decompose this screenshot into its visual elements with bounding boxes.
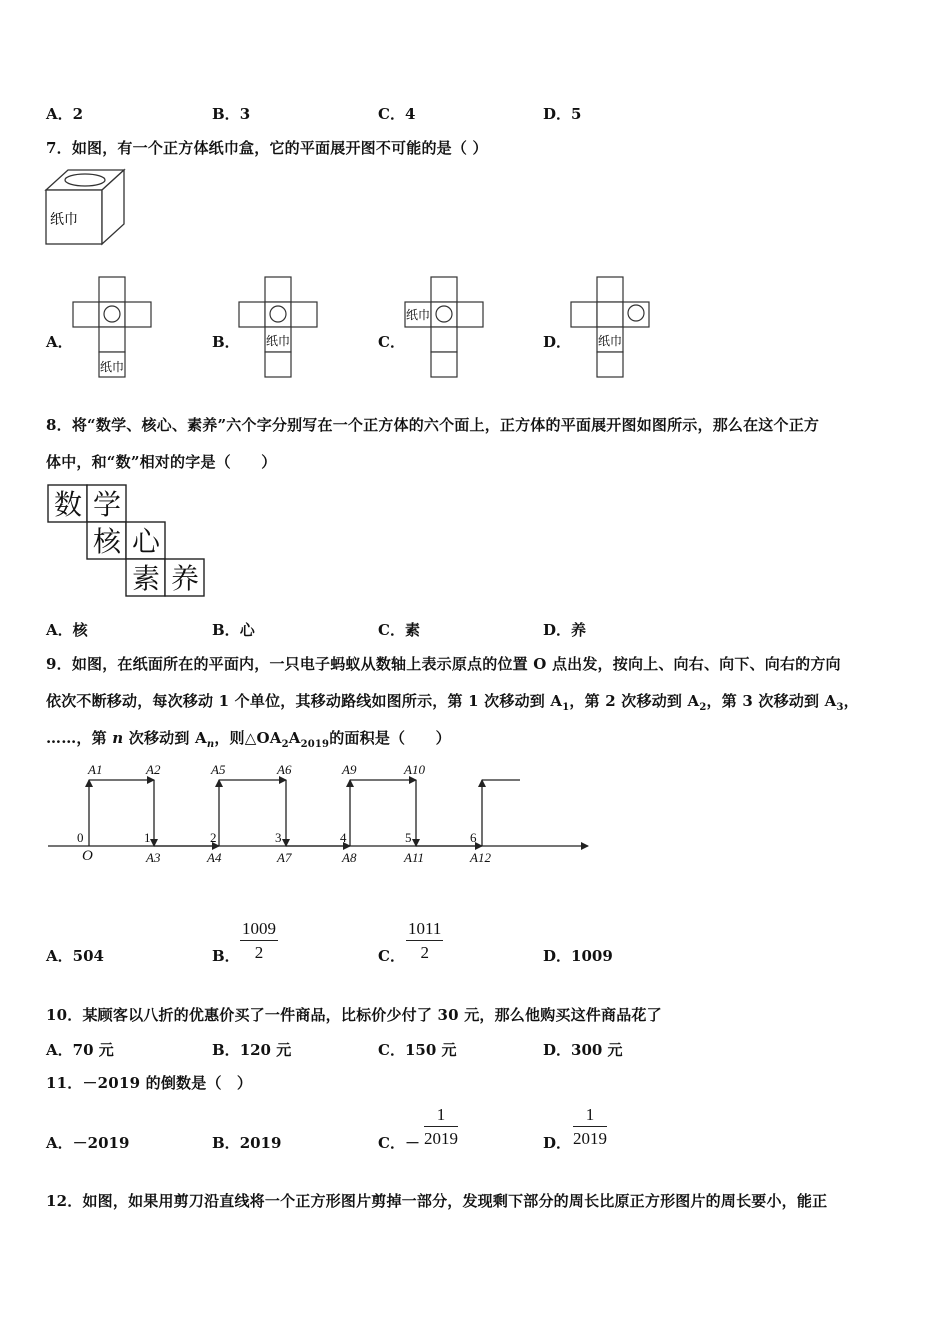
q8-stem-line2: 体中，和“数”相对的字是（ ）: [46, 453, 277, 471]
q7-net-c: [402, 276, 486, 380]
point-label-a11: A11: [404, 850, 424, 865]
net-char-1: 数: [53, 490, 83, 521]
circle-icon: [628, 305, 644, 321]
q9-stem-line2: 依次不断移动，每次移动 1 个单位，其移动路线如图所示，第 1 次移动到 $A_1$，第 2 次移动到 $A_2$，第 3 次移动到 $A_3$，: [46, 692, 859, 713]
net-char-2: 学: [92, 490, 122, 521]
q9-stem-line1: 9．如图，在纸面所在的平面内，一只电子蚂蚁从数轴上表示原点的位置 O 点出发，按向上、向右、向下、向右的方向: [46, 655, 841, 673]
q7-option-b[interactable]: B．: [212, 333, 240, 351]
point-label-a10: A10: [404, 762, 425, 777]
origin-label: O: [82, 848, 93, 864]
axis-number-4: 4: [340, 830, 347, 845]
q7-net-a-label: 纸巾: [100, 360, 125, 374]
point-label-a7: A7: [277, 850, 292, 865]
q9-option-b-fraction: $\frac{1009}{2}$: [242, 919, 276, 962]
axis-number-5: 5: [405, 830, 412, 845]
tissue-box-label: 纸巾: [50, 213, 78, 228]
point-label-a1: A1: [88, 762, 103, 777]
q10-stem: 10．某顾客以八折的优惠价买了一件商品，比标价少付了 30 元，那么他购买这件商品花了: [46, 1006, 662, 1024]
point-label-a4: A4: [207, 850, 222, 865]
q7-net-b-label: 纸巾: [266, 334, 291, 348]
q8-stem-line1: 8．将“数学、核心、素养”六个字分别写在一个正方体的六个面上，正方体的平面展开图如图所示，那么在这个正方: [46, 416, 820, 434]
axis-number-3: 3: [275, 830, 282, 845]
point-label-a6: A6: [277, 762, 292, 777]
point-label-a5: A5: [211, 762, 226, 777]
circle-icon: [270, 306, 286, 322]
q8-option-d[interactable]: D．养: [543, 621, 587, 639]
circle-icon: [104, 306, 120, 322]
q9-option-b[interactable]: B．: [212, 947, 240, 965]
q9-stem-line3: ……，第 n 次移动到 $A_n$，则$\triangle OA_2A_{2019}$的面积是（ ）: [46, 729, 451, 750]
q7-net-b: [236, 276, 320, 380]
q11-option-b[interactable]: B．2019: [212, 1134, 282, 1152]
q11-stem: 11．－2019 的倒数是（ ）: [46, 1074, 253, 1092]
q7-option-a[interactable]: A．: [46, 333, 73, 351]
net-char-6: 养: [170, 564, 200, 595]
q10-option-b[interactable]: B．120 元: [212, 1041, 292, 1059]
q11-option-c[interactable]: C．－: [378, 1134, 420, 1152]
q7-stem: 7．如图，有一个正方体纸巾盒，它的平面展开图不可能的是（ ）: [46, 139, 488, 157]
net-char-4: 心: [131, 527, 161, 558]
q9-option-d[interactable]: D．1009: [543, 947, 613, 965]
q9-ant-path-diagram: [44, 758, 604, 870]
q6-option-b[interactable]: B．3: [212, 105, 251, 123]
axis-number-1: 1: [144, 830, 151, 845]
point-label-a9: A9: [342, 762, 357, 777]
q10-option-d[interactable]: D．300 元: [543, 1041, 623, 1059]
point-label-a8: A8: [342, 850, 357, 865]
q6-option-d[interactable]: D．5: [543, 105, 582, 123]
q7-net-d-label: 纸巾: [598, 334, 623, 348]
q9-option-c[interactable]: C．: [378, 947, 405, 965]
tissue-box-figure: [44, 168, 128, 248]
net-char-3: 核: [92, 527, 122, 558]
q8-option-c[interactable]: C．素: [378, 621, 420, 639]
q11-option-c-fraction: $\frac{1}{2019}$: [424, 1105, 458, 1148]
q8-option-b[interactable]: B．心: [212, 621, 255, 639]
q10-option-a[interactable]: A．70 元: [46, 1041, 114, 1059]
q12-stem: 12．如图，如果用剪刀沿直线将一个正方形图片剪掉一部分，发现剩下部分的周长比原正方形图片的周长要小，能正: [46, 1192, 828, 1210]
q8-net-figure: [46, 484, 210, 600]
q6-option-a[interactable]: A．2: [46, 105, 84, 123]
circle-icon: [436, 306, 452, 322]
q9-option-a[interactable]: A．504: [46, 947, 104, 965]
q7-net-a: [70, 276, 154, 380]
axis-number-0: 0: [77, 830, 84, 845]
q6-option-c[interactable]: C．4: [378, 105, 416, 123]
q11-option-d[interactable]: D．: [543, 1134, 572, 1152]
net-char-5: 素: [131, 564, 161, 595]
q11-option-d-fraction: $\frac{1}{2019}$: [573, 1105, 607, 1148]
point-label-a3: A3: [146, 850, 161, 865]
point-label-a12: A12: [470, 850, 491, 865]
q8-option-a[interactable]: A．核: [46, 621, 88, 639]
axis-number-2: 2: [210, 830, 217, 845]
q11-option-a[interactable]: A．－2019: [46, 1134, 130, 1152]
point-label-a2: A2: [146, 762, 161, 777]
q7-net-d: [568, 276, 652, 380]
q7-net-c-label: 纸巾: [406, 308, 431, 322]
q7-option-c[interactable]: C．: [378, 333, 405, 351]
axis-number-6: 6: [470, 830, 477, 845]
q10-option-c[interactable]: C．150 元: [378, 1041, 457, 1059]
q9-option-c-fraction: $\frac{1011}{2}$: [408, 919, 442, 962]
q7-option-d[interactable]: D．: [543, 333, 572, 351]
